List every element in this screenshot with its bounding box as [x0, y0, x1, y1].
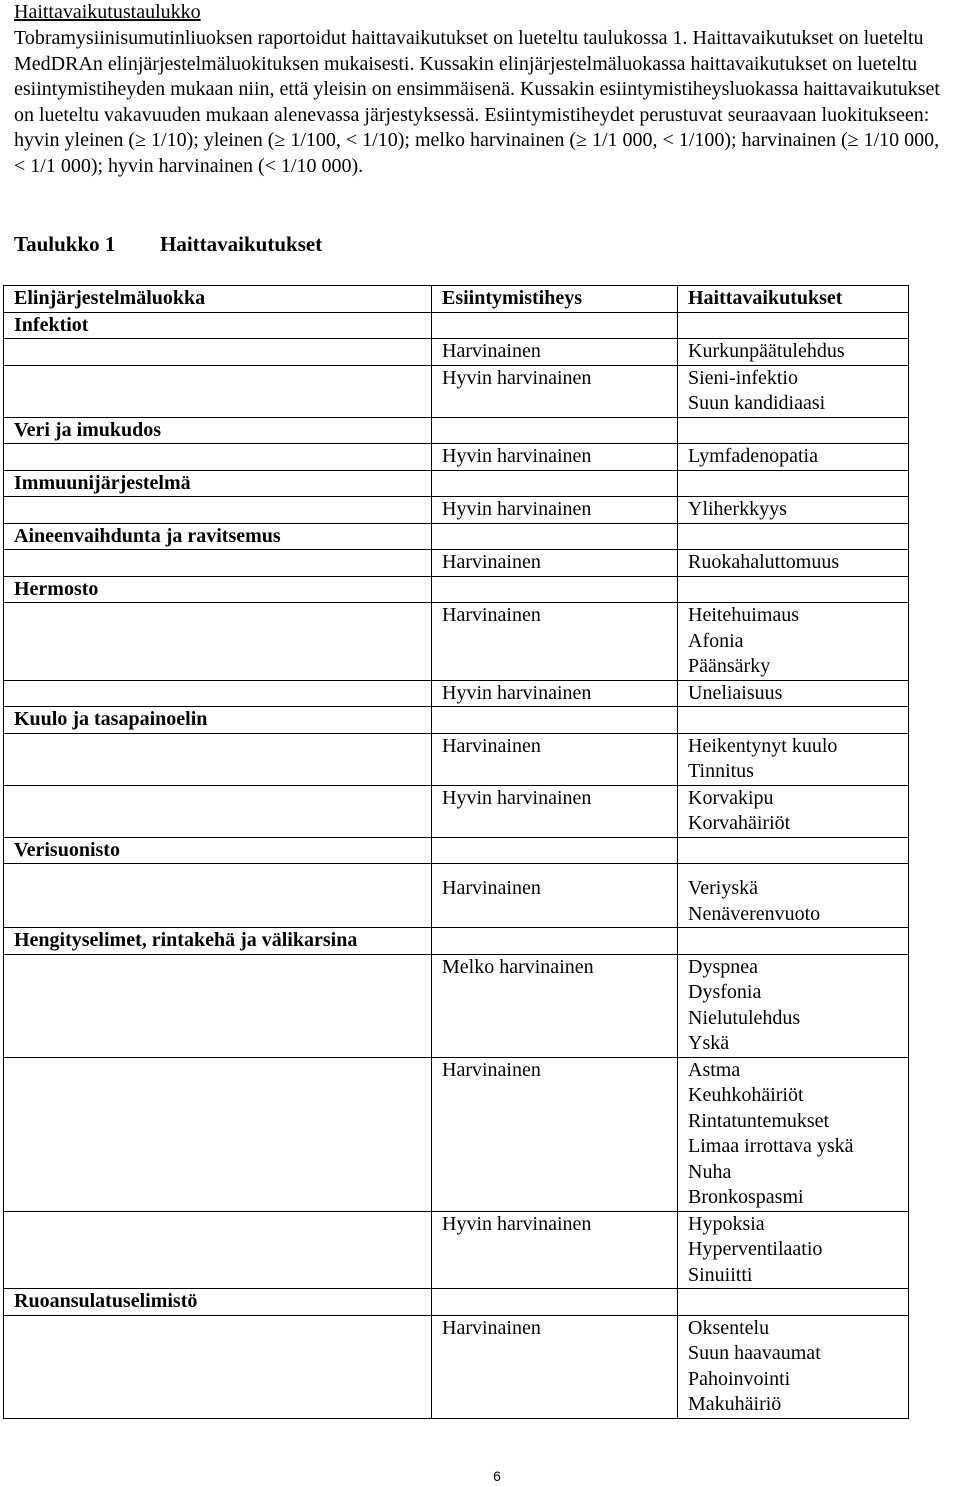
- table-number: Taulukko 1: [14, 232, 116, 256]
- cell-effects: [678, 444, 909, 471]
- effect-item: Nuha: [688, 1160, 732, 1183]
- effect-item: Hypoksia: [688, 1212, 765, 1235]
- table-row: [4, 365, 909, 417]
- effect-item: Yskä: [688, 1032, 730, 1054]
- effect-item: Ruokahaluttomuus: [688, 551, 840, 573]
- effect-item: Suun kandidiaasi: [688, 392, 826, 414]
- cell-frequency: [432, 1289, 678, 1316]
- cell-soc: Immuunijärjestelmä: [4, 470, 432, 497]
- table-row: [4, 523, 909, 550]
- table-row: [4, 339, 909, 366]
- effect-item: Veriyskä: [688, 877, 758, 899]
- cell-frequency: Harvinainen: [432, 1057, 678, 1211]
- effect-item: Lymfadenopatia: [688, 445, 818, 467]
- cell-frequency: [432, 523, 678, 550]
- cell-effects: [678, 550, 909, 577]
- cell-soc: [4, 785, 432, 837]
- cell-effects: [678, 523, 909, 550]
- effect-item: Makuhäiriö: [688, 1393, 782, 1415]
- cell-soc: Aineenvaihdunta ja ravitsemus: [4, 523, 432, 550]
- table-row: [4, 1289, 909, 1316]
- cell-effects: [678, 603, 909, 681]
- effect-item: Uneliaisuus: [688, 681, 783, 704]
- cell-effects: [678, 1289, 909, 1316]
- table-caption: [14, 232, 322, 258]
- effect-item: Yliherkkyys: [688, 498, 787, 520]
- cell-soc: Kuulo ja tasapainoelin: [4, 707, 432, 734]
- cell-effects: [678, 1315, 909, 1418]
- cell-soc: [4, 497, 432, 524]
- effect-item: Afonia: [688, 629, 744, 652]
- effect-item: Korvahäiriöt: [688, 812, 791, 834]
- effect-item: Keuhkohäiriöt: [688, 1084, 804, 1106]
- cell-soc: [4, 864, 432, 928]
- cell-effects: [678, 707, 909, 734]
- table-row: [4, 707, 909, 734]
- cell-soc: Veri ja imukudos: [4, 417, 432, 444]
- cell-effects: [678, 470, 909, 497]
- cell-frequency: [432, 312, 678, 339]
- table-row: [4, 733, 909, 785]
- cell-frequency: [432, 707, 678, 734]
- table-row: [4, 1315, 909, 1418]
- table-row: [4, 864, 909, 928]
- table-row: [4, 417, 909, 444]
- cell-effects: [678, 785, 909, 837]
- table-body: [4, 286, 909, 1419]
- table-row: [4, 837, 909, 864]
- cell-frequency: [432, 928, 678, 955]
- effect-item: Limaa irrottava yskä: [688, 1135, 854, 1157]
- effect-item: Rintatuntemukset: [688, 1109, 830, 1132]
- table-header-row: [4, 286, 909, 313]
- cell-frequency: Hyvin harvinainen: [432, 365, 678, 417]
- cell-soc: Hermosto: [4, 576, 432, 603]
- table-row: [4, 550, 909, 577]
- cell-soc: [4, 339, 432, 366]
- cell-effects: [678, 1211, 909, 1289]
- table-row: [4, 470, 909, 497]
- effect-item: Oksentelu: [688, 1316, 770, 1339]
- cell-frequency: Hyvin harvinainen: [432, 680, 678, 707]
- table-row: [4, 928, 909, 955]
- table-row: [4, 312, 909, 339]
- cell-frequency: Harvinainen: [432, 603, 678, 681]
- cell-frequency: Melko harvinainen: [432, 954, 678, 1057]
- cell-effects: [678, 365, 909, 417]
- effect-item: Tinnitus: [688, 760, 754, 782]
- cell-frequency: [432, 470, 678, 497]
- cell-soc: Infektiot: [4, 312, 432, 339]
- cell-effects: [678, 864, 909, 928]
- table-row: [4, 680, 909, 707]
- cell-effects: [678, 312, 909, 339]
- table-title: Haittavaikutukset: [160, 232, 323, 256]
- effect-item: Hyperventilaatio: [688, 1238, 823, 1260]
- cell-effects: [678, 733, 909, 785]
- effect-item: Bronkospasmi: [688, 1186, 804, 1208]
- effect-item: Korvakipu: [688, 786, 774, 809]
- cell-effects: [678, 928, 909, 955]
- table-row: [4, 1211, 909, 1289]
- cell-effects: [678, 497, 909, 524]
- cell-soc: Ruoansulatuselimistö: [4, 1289, 432, 1316]
- cell-soc: [4, 444, 432, 471]
- effect-item: Heikentynyt kuulo: [688, 734, 838, 757]
- header-soc: Elinjärjestelmäluokka: [4, 286, 432, 313]
- effect-item: Nenäverenvuoto: [688, 902, 821, 925]
- effect-item: Sieni-infektio: [688, 366, 798, 389]
- effect-item: Heitehuimaus: [688, 604, 800, 626]
- cell-soc: [4, 550, 432, 577]
- cell-frequency: Harvinainen: [432, 550, 678, 577]
- cell-soc: [4, 603, 432, 681]
- table-row: [4, 444, 909, 471]
- cell-soc: [4, 954, 432, 1057]
- section-heading: Haittavaikutustaulukko: [14, 1, 201, 23]
- cell-soc: [4, 733, 432, 785]
- cell-soc: Hengityselimet, rintakehä ja välikarsina: [4, 928, 432, 955]
- cell-soc: [4, 680, 432, 707]
- header-frequency: Esiintymistiheys: [432, 286, 678, 313]
- effect-item: Dysfonia: [688, 981, 762, 1003]
- cell-effects: [678, 680, 909, 707]
- cell-frequency: [432, 837, 678, 864]
- cell-effects: [678, 954, 909, 1057]
- cell-frequency: Harvinainen: [432, 733, 678, 785]
- cell-frequency: Hyvin harvinainen: [432, 1211, 678, 1289]
- table-row: [4, 785, 909, 837]
- cell-frequency: Harvinainen: [432, 339, 678, 366]
- cell-frequency: Harvinainen: [432, 1315, 678, 1418]
- table-row: [4, 1057, 909, 1211]
- cell-frequency: Hyvin harvinainen: [432, 444, 678, 471]
- table-row: [4, 603, 909, 681]
- effect-item: Suun haavaumat: [688, 1342, 821, 1364]
- intro-paragraph: Tobramysiinisumutinliuoksen raportoidut haittavaikutukset on lueteltu taulukossa 1. Haittavaikutukset on lueteltu MedDRAn elinjärjestelmäluokituksen mukaisesti. Kussakin elinjärjestelmäluokassa haittavaikutukset on lueteltu esiintymistiheyden mukaan niin, että yleisin on ensimmäisenä. Kussakin esiintymistiheysluokassa haittavaikutukset on lueteltu vakavuuden mukaan alenevassa järjestyksessä. Esiintymistiheydet perustuvat seuraavaan luokitukseen: hyvin yleinen (≥ 1/10); yleinen (≥ 1/100, < 1/10); melko harvinainen (≥ 1/1 000, < 1/100); harvinainen (≥ 1/10 000, < 1/1 000); hyvin harvinainen (< 1/10 000).: [14, 27, 940, 177]
- cell-effects: [678, 576, 909, 603]
- cell-frequency: Harvinainen: [432, 864, 678, 928]
- cell-effects: [678, 339, 909, 366]
- table-row: [4, 497, 909, 524]
- cell-effects: [678, 417, 909, 444]
- cell-soc: [4, 365, 432, 417]
- cell-soc: [4, 1211, 432, 1289]
- header-effects: Haittavaikutukset: [678, 286, 909, 313]
- effect-item: Pahoinvointi: [688, 1367, 791, 1390]
- cell-soc: [4, 1315, 432, 1418]
- effect-item: Päänsärky: [688, 655, 771, 677]
- table-row: [4, 576, 909, 603]
- effect-item: Dyspnea: [688, 955, 758, 978]
- cell-frequency: Hyvin harvinainen: [432, 785, 678, 837]
- effect-item: Nielutulehdus: [688, 1006, 801, 1029]
- effect-item: Astma: [688, 1058, 741, 1081]
- effect-item: Kurkunpäätulehdus: [688, 340, 845, 362]
- cell-soc: [4, 1057, 432, 1211]
- adverse-effects-table: [3, 285, 909, 1419]
- cell-frequency: [432, 417, 678, 444]
- cell-soc: Verisuonisto: [4, 837, 432, 864]
- effect-item: Sinuiitti: [688, 1263, 753, 1286]
- cell-frequency: Hyvin harvinainen: [432, 497, 678, 524]
- cell-effects: [678, 837, 909, 864]
- cell-effects: [678, 1057, 909, 1211]
- cell-frequency: [432, 576, 678, 603]
- table-row: [4, 954, 909, 1057]
- page-number: 6: [493, 1468, 501, 1484]
